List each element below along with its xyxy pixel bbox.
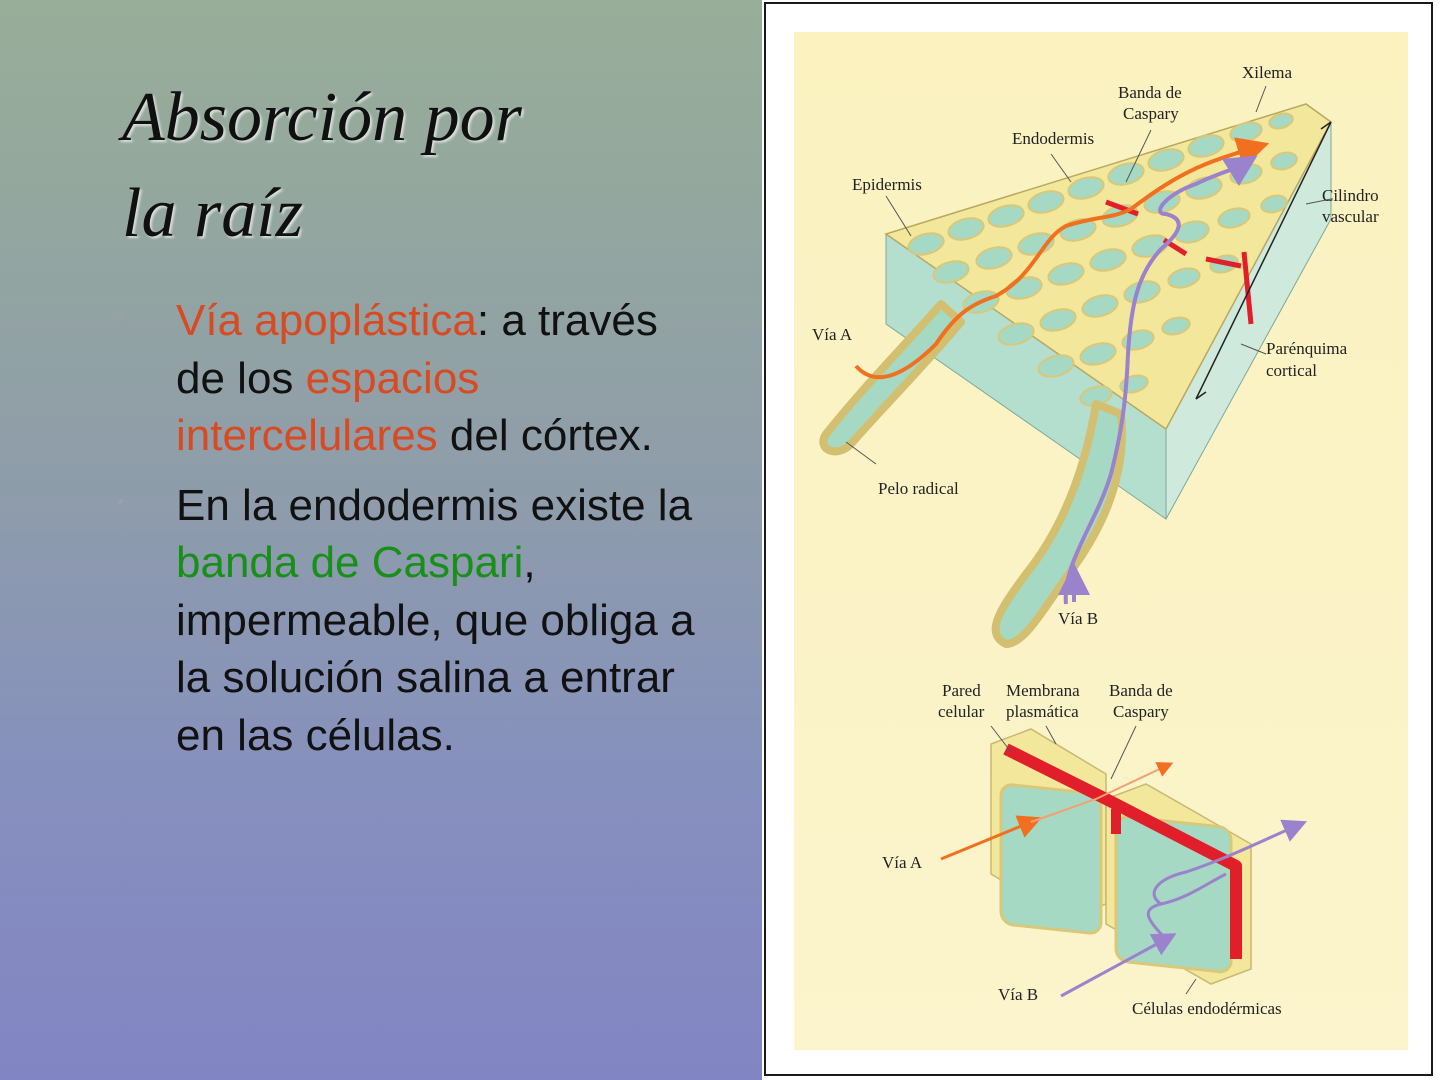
label-pared-celular-1: Pared	[942, 681, 981, 700]
label-pelo-radical: Pelo radical	[878, 479, 959, 498]
label-celulas-endodermicas: Células endodérmicas	[1132, 999, 1282, 1018]
bullet-caspari	[118, 477, 718, 765]
title-line-2: la raíz	[122, 175, 303, 252]
label-pared-celular-2: celular	[938, 702, 985, 721]
bullet2-text-b: , impermeable, que obliga a la solución salina a entrar en las células.	[176, 538, 695, 760]
label-via-a-bottom: Vía A	[882, 853, 923, 872]
slide-title	[122, 70, 522, 262]
bullet1-text-a: : a través de los	[176, 296, 658, 403]
label-via-b-top: Vía B	[1058, 609, 1099, 628]
label-banda-caspary-top-1: Banda de	[1118, 83, 1182, 102]
bullet-apoplastic	[118, 292, 718, 465]
label-cilindro-vascular-1: Cilindro	[1322, 186, 1379, 205]
label-banda-caspary-bottom-2: Caspary	[1113, 702, 1169, 721]
bullet-list	[118, 292, 718, 776]
bullet-dot	[118, 314, 123, 319]
title-line-1: Absorción por	[122, 79, 522, 156]
label-via-a-top: Vía A	[812, 325, 853, 344]
label-epidermis: Epidermis	[852, 175, 922, 194]
label-xilema: Xilema	[1242, 63, 1293, 82]
bullet-dot	[118, 499, 123, 504]
label-endodermis: Endodermis	[1012, 129, 1095, 148]
label-via-b-bottom: Vía B	[998, 985, 1039, 1004]
label-banda-caspary-top-2: Caspary	[1123, 104, 1179, 123]
term-banda-caspari: banda de Caspari	[176, 538, 524, 587]
root-absorption-diagram	[766, 4, 1431, 1074]
term-espacios-intercelulares: espacios intercelulares	[176, 353, 480, 460]
label-membrana-plasmatica-2: plasmática	[1006, 702, 1079, 721]
bullet2-text-a: En la endodermis existe la	[176, 480, 693, 530]
label-membrana-plasmatica-1: Membrana	[1006, 681, 1080, 700]
label-cilindro-vascular-2: vascular	[1322, 207, 1379, 226]
label-parenquima-cortical-2: cortical	[1266, 361, 1317, 380]
bullet1-text-b: del córtex.	[437, 411, 653, 460]
label-banda-caspary-bottom-1: Banda de	[1109, 681, 1173, 700]
term-via-apoplastica: Vía apoplástica	[176, 296, 477, 345]
label-parenquima-cortical-1: Parénquima	[1266, 339, 1348, 358]
